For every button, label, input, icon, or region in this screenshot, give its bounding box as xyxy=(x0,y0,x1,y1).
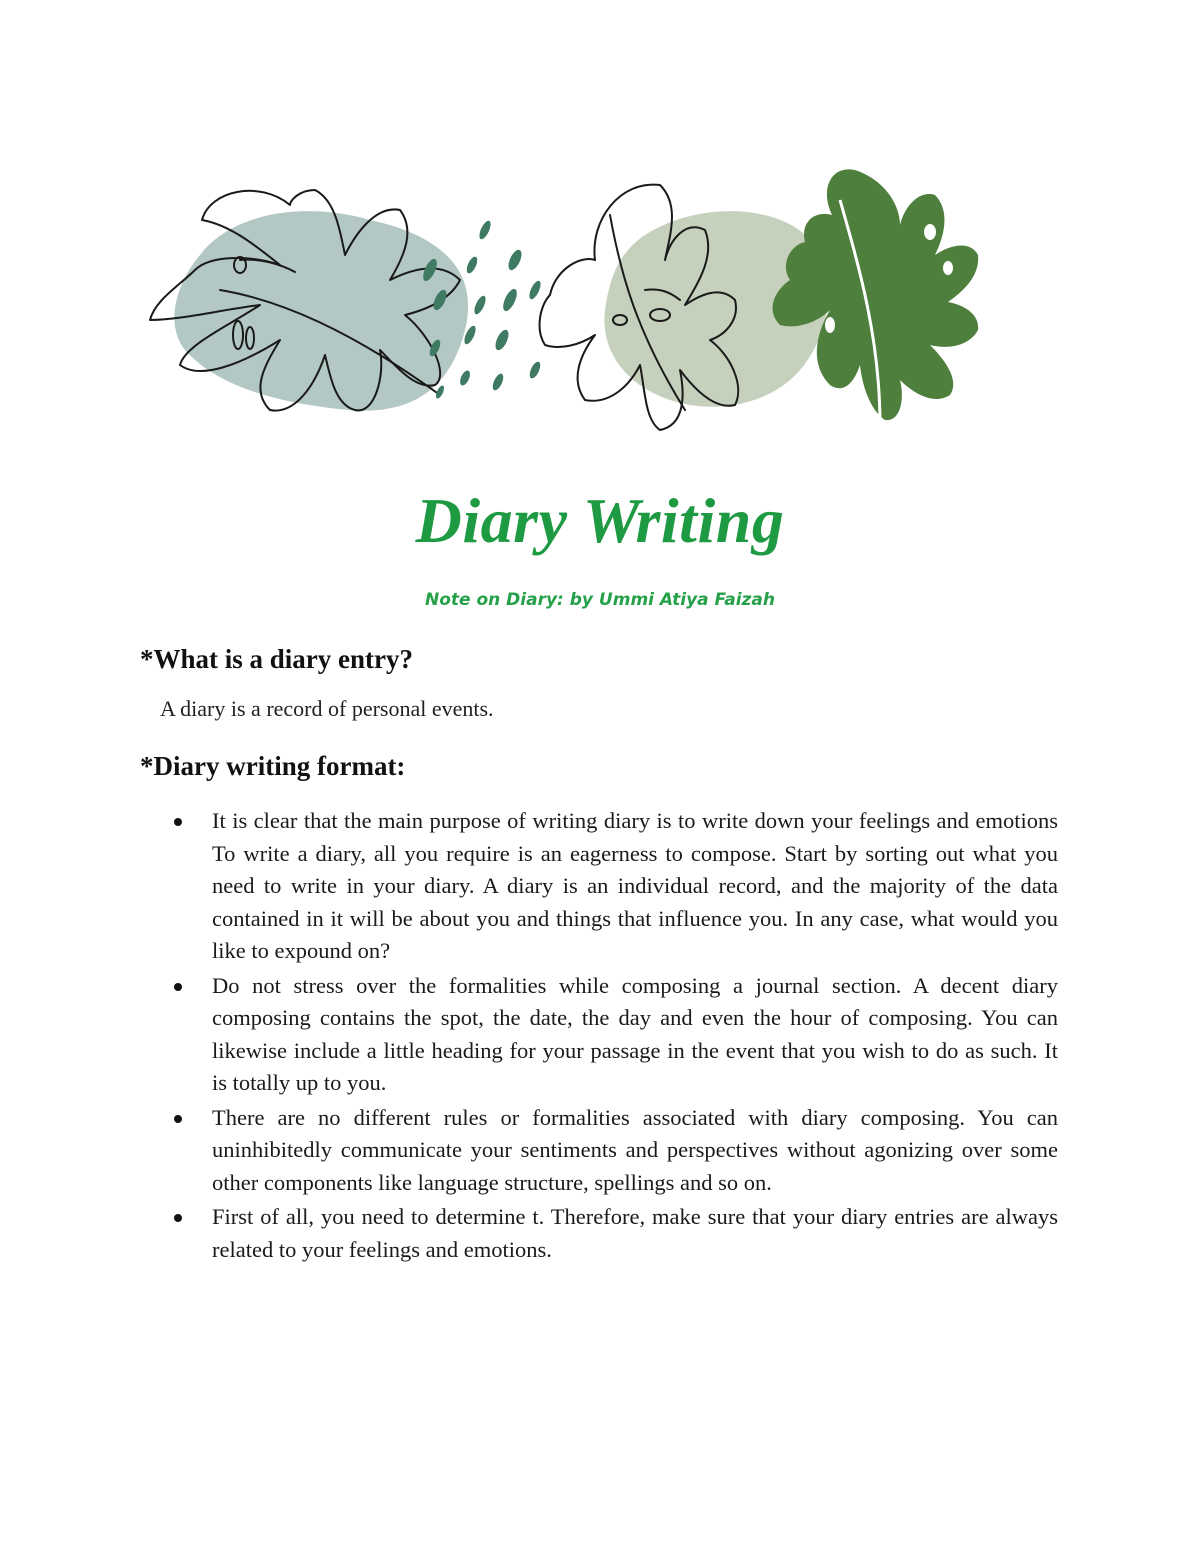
format-bullet-list xyxy=(160,805,1058,1268)
list-item xyxy=(160,1201,1058,1266)
document-title: Diary Writing xyxy=(415,485,785,556)
list-item-text: There are no different rules or formalities associated with diary composing. You can uninhibitedly communicate your sentiments and perspectives without agonizing over some other components like language structure, spellings and so on. xyxy=(212,1104,1058,1195)
bullet-icon xyxy=(174,1214,182,1222)
list-item-text: It is clear that the main purpose of writing diary is to write down your feelings and emotions To write a diary, all you require is an eagerness to compose. Start by sorting out what you need to write in your diary. A diary is an individual record, and the majority of the data contained in it will be about you and things that influence you. In any case, what would you like to expound on? xyxy=(212,808,1058,963)
list-item-text: Do not stress over the formalities while composing a journal section. A decent diary composing contains the spot, the date, the day and even the hour of composing. You can likewise include a little heading for your passage in the event that you wish to do as such. It is totally up to you. xyxy=(212,972,1058,1095)
list-item xyxy=(160,1102,1058,1200)
section-heading-format: *Diary writing format: xyxy=(140,751,406,781)
bullet-icon xyxy=(174,818,182,826)
list-item xyxy=(160,805,1058,968)
monstera-solid-leaf-icon xyxy=(773,169,979,425)
section-body-what-is-diary: A diary is a record of personal events. xyxy=(160,696,494,721)
list-item xyxy=(160,970,1058,1100)
list-item-text: First of all, you need to determine t. Therefore, make sure that your diary entries are always related to your feelings and emotions. xyxy=(212,1204,1058,1262)
document-subtitle: Note on Diary: by Ummi Atiya Faizah xyxy=(424,590,775,610)
bullet-icon xyxy=(174,1115,182,1123)
bullet-icon xyxy=(174,983,182,991)
section-heading-what-is-diary: *What is a diary entry? xyxy=(140,644,413,674)
decorative-leaf-banner xyxy=(140,160,1070,450)
